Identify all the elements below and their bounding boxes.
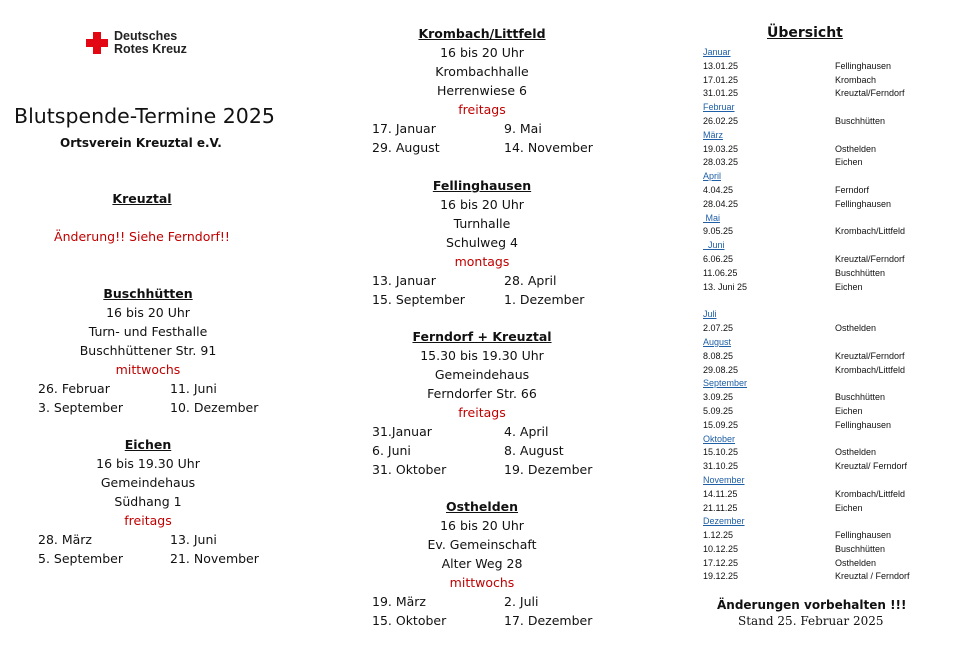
overview-date: 26.02.25 bbox=[703, 115, 739, 126]
overview-list bbox=[703, 46, 933, 584]
date-right: 28. April bbox=[504, 273, 557, 288]
date-row bbox=[372, 138, 592, 157]
location-time: 16 bis 20 Uhr bbox=[440, 45, 524, 60]
overview-entry bbox=[703, 350, 933, 364]
location-eichen bbox=[38, 435, 258, 568]
location-fellinghausen bbox=[372, 176, 592, 309]
overview-month: April bbox=[703, 171, 722, 182]
location-venue: Turn- und Festhalle bbox=[88, 324, 208, 339]
date-row bbox=[372, 290, 592, 309]
date-row bbox=[372, 592, 592, 611]
location-name: Krombach/Littfeld bbox=[418, 26, 546, 41]
date-left: 17. Januar bbox=[372, 121, 436, 136]
overview-entry bbox=[703, 267, 933, 281]
overview-place: Osthelden bbox=[835, 143, 877, 154]
date-row bbox=[38, 398, 258, 417]
date-right: 13. Juni bbox=[170, 532, 217, 547]
overview-date: 15.09.25 bbox=[703, 419, 739, 430]
overview-date: 10.12.25 bbox=[703, 543, 739, 554]
overview-gap bbox=[703, 294, 933, 308]
overview-place: Fellinghausen bbox=[835, 198, 892, 209]
overview-place: Eichen bbox=[835, 157, 863, 168]
date-right: 21. November bbox=[170, 551, 259, 566]
overview-entry bbox=[703, 225, 933, 239]
overview-date: 17.12.25 bbox=[703, 557, 739, 568]
overview-place: Kreuztal / Ferndorf bbox=[835, 571, 910, 582]
location-name: Ferndorf + Kreuztal bbox=[412, 329, 552, 344]
overview-date: 1.12.25 bbox=[703, 530, 734, 541]
overview-entry bbox=[703, 87, 933, 101]
overview-entry bbox=[703, 281, 933, 295]
overview-month: Februar bbox=[703, 102, 735, 113]
location-krombach-littfeld bbox=[372, 24, 592, 157]
overview-entry bbox=[703, 502, 933, 516]
overview-date: 29.08.25 bbox=[703, 364, 739, 375]
location-time: 16 bis 19.30 Uhr bbox=[96, 456, 200, 471]
overview-date: 31.01.25 bbox=[703, 88, 739, 99]
date-left: 29. August bbox=[372, 140, 440, 155]
date-right: 4. April bbox=[504, 424, 549, 439]
overview-entry bbox=[703, 115, 933, 129]
overview-entry bbox=[703, 405, 933, 419]
overview-entry bbox=[703, 143, 933, 157]
date-row bbox=[372, 422, 592, 441]
overview-place: Kreuztal/Ferndorf bbox=[835, 88, 905, 99]
date-left: 28. März bbox=[38, 532, 92, 547]
date-row bbox=[38, 379, 258, 398]
stand-date: Stand 25. Februar 2025 bbox=[738, 614, 884, 628]
overview-date: 5.09.25 bbox=[703, 405, 734, 416]
overview-title: Übersicht bbox=[767, 25, 843, 41]
date-left: 31. Oktober bbox=[372, 462, 447, 477]
overview-place: Eichen bbox=[835, 502, 863, 513]
overview-place: Osthelden bbox=[835, 447, 877, 458]
date-right: 11. Juni bbox=[170, 381, 217, 396]
overview-place: Krombach/Littfeld bbox=[835, 226, 906, 237]
date-row bbox=[372, 611, 592, 630]
location-venue: Gemeindehaus bbox=[100, 475, 196, 490]
overview-entry bbox=[703, 529, 933, 543]
overview-entry bbox=[703, 184, 933, 198]
date-row bbox=[38, 549, 258, 568]
location-weekday: mittwochs bbox=[115, 362, 181, 377]
kreuztal-note: Änderung!! Siehe Ferndorf!! bbox=[54, 229, 230, 244]
overview-entry bbox=[703, 198, 933, 212]
overview-place: Buschhütten bbox=[835, 392, 886, 403]
overview-date: 19.12.25 bbox=[703, 571, 739, 582]
date-row bbox=[372, 271, 592, 290]
location-weekday: freitags bbox=[458, 405, 506, 420]
overview-month: August bbox=[703, 336, 732, 347]
date-left: 19. März bbox=[372, 594, 426, 609]
location-name: Fellinghausen bbox=[432, 178, 532, 193]
location-weekday: montags bbox=[454, 254, 510, 269]
overview-place: Fellinghausen bbox=[835, 530, 892, 541]
date-right: 14. November bbox=[504, 140, 593, 155]
overview-date: 28.04.25 bbox=[703, 198, 739, 209]
overview-place: Kreuztal/ Ferndorf bbox=[835, 461, 908, 472]
location-name: Buschhütten bbox=[103, 286, 193, 301]
overview-month: Juni bbox=[703, 240, 725, 251]
date-right: 9. Mai bbox=[504, 121, 542, 136]
location-weekday: mittwochs bbox=[449, 575, 515, 590]
overview-month: Oktober bbox=[703, 433, 736, 444]
overview-entry bbox=[703, 364, 933, 378]
logo-text bbox=[114, 30, 187, 56]
overview-month: Dezember bbox=[703, 516, 745, 527]
location-address: Ferndorfer Str. 66 bbox=[427, 386, 537, 401]
location-address: Südhang 1 bbox=[114, 494, 182, 509]
overview-date: 11.06.25 bbox=[703, 267, 738, 278]
overview-month: November bbox=[703, 474, 745, 485]
drk-logo bbox=[86, 30, 187, 56]
location-address: Schulweg 4 bbox=[446, 235, 518, 250]
overview-place: Ferndorf bbox=[835, 184, 870, 195]
date-right: 8. August bbox=[504, 443, 564, 458]
overview-date: 15.10.25 bbox=[703, 447, 739, 458]
date-right: 19. Dezember bbox=[504, 462, 593, 477]
overview-entry bbox=[703, 488, 933, 502]
overview-date: 9.05.25 bbox=[703, 226, 734, 237]
date-right: 2. Juli bbox=[504, 594, 539, 609]
page-subtitle: Ortsverein Kreuztal e.V. bbox=[60, 136, 222, 150]
logo-line1: Deutsches bbox=[114, 29, 178, 43]
overview-place: Eichen bbox=[835, 281, 863, 292]
location-weekday: freitags bbox=[458, 102, 506, 117]
location-ferndorf-kreuztal bbox=[372, 327, 592, 479]
overview-entry bbox=[703, 74, 933, 88]
overview-entry bbox=[703, 253, 933, 267]
overview-date: 13. Juni 25 bbox=[703, 281, 748, 292]
overview-place: Buschhütten bbox=[835, 115, 886, 126]
overview-month: September bbox=[703, 378, 748, 389]
overview-month: Mai bbox=[703, 212, 721, 223]
location-time: 15.30 bis 19.30 Uhr bbox=[420, 348, 544, 363]
logo-line2: Rotes Kreuz bbox=[114, 42, 187, 56]
kreuztal-heading: Kreuztal bbox=[112, 191, 172, 206]
overview-entry bbox=[703, 557, 933, 571]
overview-date: 21.11.25 bbox=[703, 502, 738, 513]
date-left: 5. September bbox=[38, 551, 123, 566]
location-time: 16 bis 20 Uhr bbox=[440, 518, 524, 533]
location-address: Alter Weg 28 bbox=[441, 556, 523, 571]
date-left: 31.Januar bbox=[372, 424, 432, 439]
overview-place: Fellinghausen bbox=[835, 419, 892, 430]
overview-date: 8.08.25 bbox=[703, 350, 734, 361]
overview-place: Eichen bbox=[835, 405, 863, 416]
overview-place: Kreuztal/Ferndorf bbox=[835, 253, 905, 264]
overview-entry bbox=[703, 460, 933, 474]
overview-entry bbox=[703, 419, 933, 433]
date-row bbox=[372, 460, 592, 479]
page-title: Blutspende-Termine 2025 bbox=[14, 104, 275, 128]
overview-date: 13.01.25 bbox=[703, 60, 739, 71]
overview-place: Krombach/Littfeld bbox=[835, 488, 906, 499]
date-row bbox=[38, 530, 258, 549]
overview-place: Krombach/Littfeld bbox=[835, 364, 906, 375]
location-time: 16 bis 20 Uhr bbox=[440, 197, 524, 212]
overview-place: Osthelden bbox=[835, 323, 877, 334]
location-venue: Krombachhalle bbox=[435, 64, 529, 79]
changes-notice: Änderungen vorbehalten !!! bbox=[717, 598, 907, 612]
overview-entry bbox=[703, 446, 933, 460]
overview-date: 19.03.25 bbox=[703, 143, 739, 154]
overview-place: Buschhütten bbox=[835, 267, 886, 278]
date-right: 1. Dezember bbox=[504, 292, 585, 307]
date-left: 15. Oktober bbox=[372, 613, 447, 628]
location-address: Buschhüttener Str. 91 bbox=[79, 343, 217, 358]
location-venue: Ev. Gemeinschaft bbox=[427, 537, 537, 552]
date-left: 26. Februar bbox=[38, 381, 110, 396]
kreuztal-section bbox=[40, 189, 244, 246]
overview-date: 6.06.25 bbox=[703, 253, 734, 264]
overview-entry bbox=[703, 156, 933, 170]
date-right: 17. Dezember bbox=[504, 613, 593, 628]
date-right: 10. Dezember bbox=[170, 400, 259, 415]
overview-month: März bbox=[703, 129, 723, 140]
overview-place: Kreuztal/Ferndorf bbox=[835, 350, 905, 361]
overview-entry bbox=[703, 570, 933, 584]
overview-entry bbox=[703, 322, 933, 336]
overview-month: Juli bbox=[703, 309, 717, 320]
overview-date: 17.01.25 bbox=[703, 74, 739, 85]
date-left: 15. September bbox=[372, 292, 465, 307]
location-venue: Turnhalle bbox=[453, 216, 511, 231]
overview-place: Fellinghausen bbox=[835, 60, 892, 71]
date-row bbox=[372, 441, 592, 460]
date-left: 3. September bbox=[38, 400, 123, 415]
overview-date: 28.03.25 bbox=[703, 157, 739, 168]
location-venue: Gemeindehaus bbox=[434, 367, 530, 382]
overview-entry bbox=[703, 391, 933, 405]
location-weekday: freitags bbox=[124, 513, 172, 528]
location-name: Eichen bbox=[124, 437, 172, 452]
overview-date: 4.04.25 bbox=[703, 184, 734, 195]
overview-place: Buschhütten bbox=[835, 543, 886, 554]
overview-entry bbox=[703, 60, 933, 74]
location-osthelden bbox=[372, 497, 592, 630]
date-left: 6. Juni bbox=[372, 443, 411, 458]
overview-entry bbox=[703, 543, 933, 557]
overview-date: 2.07.25 bbox=[703, 323, 734, 334]
date-left: 13. Januar bbox=[372, 273, 436, 288]
date-row bbox=[372, 119, 592, 138]
location-address: Herrenwiese 6 bbox=[436, 83, 527, 98]
overview-date: 14.11.25 bbox=[703, 488, 738, 499]
overview-date: 3.09.25 bbox=[703, 392, 734, 403]
location-time: 16 bis 20 Uhr bbox=[106, 305, 190, 320]
overview-month: Januar bbox=[703, 47, 731, 57]
location-buschhuetten bbox=[38, 284, 258, 417]
overview-place: Krombach bbox=[835, 74, 877, 85]
red-cross-icon bbox=[86, 32, 108, 54]
location-name: Osthelden bbox=[445, 499, 519, 514]
overview-date: 31.10.25 bbox=[703, 461, 739, 472]
overview-place: Osthelden bbox=[835, 557, 877, 568]
